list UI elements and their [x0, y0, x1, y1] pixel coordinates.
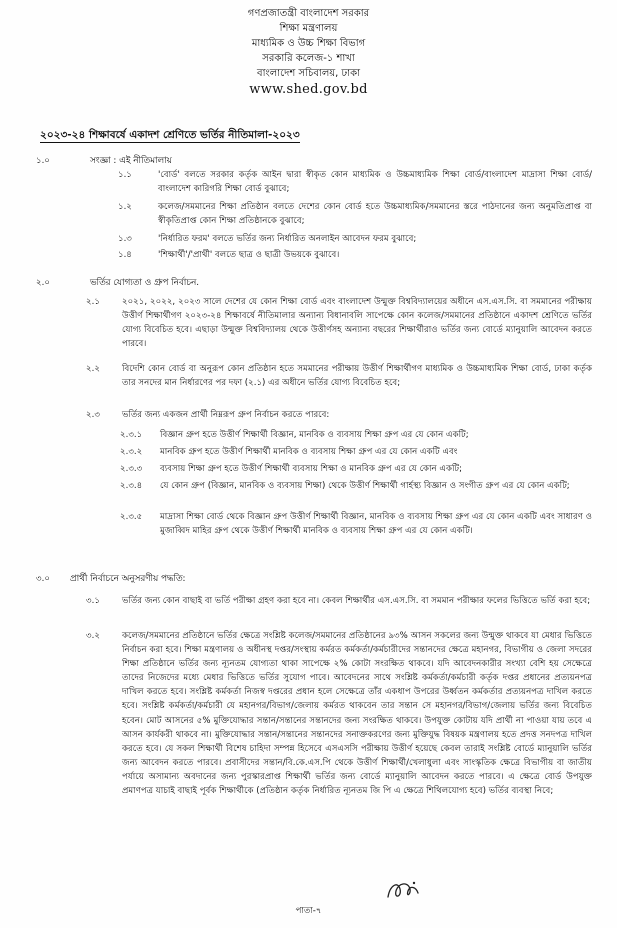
- item-1-3-number: ১.৩: [118, 234, 132, 244]
- item-2-1-number: ২.১: [86, 297, 100, 307]
- document-title: ২০২৩-২৪ শিক্ষাবর্ষে একাদশ শ্রেণিতে ভর্তির নীতিমালা-২০২৩: [40, 129, 300, 141]
- item-1-3-text: 'নির্ধারিত ফরম' বলতে ভর্তির জন্য নির্ধারিত অনলাইন আবেদন ফরম বুঝাবে;: [158, 234, 417, 244]
- item-3-2-text: কলেজ/সমমানের প্রতিষ্ঠানে ভর্তির ক্ষেত্রে সংশ্লিষ্ট কলেজ/সমমানের প্রতিষ্ঠানের ৯৩% আসন সকলের জন্য উন্মুক্ত থাকবে যা মেধার ভিত্তিতে নির্বাচন করা হবে। শিক্ষা মন্ত্রণালয় ও অধীনস্থ দপ্তর/সংস্থায় কর্মরত কর্মকর্তা/কর্মচারীদের সন্তানদের ক্ষেত্রে মহানগর, বিভাগীয় ও জেলা সদরের শিক্ষা প্রতিষ্ঠানে ভর্তির জন্য ন্যূনতম যোগ্যতা থাকা সাপেক্ষে ২% কোটা সংরক্ষিত থাকবে। যদি আবেদনকারীর সংখ্যা বেশি হয় সেক্ষেত্রে তাদের নিজেদের মধ্যে মেধার ভিত্তিতে ভর্তির সুযোগ পাবে। আবেদনের সাথে সংশ্লিষ্ট কর্মকর্তা/কর্মচারী কর্তৃক দপ্তর প্রধানের প্রত্যয়নপত্র দাখিল করতে হবে। সংশ্লিষ্ট কর্মকর্তা নিজস্ব দপ্তরের প্রধান হলে সেক্ষেত্রে তাঁর একধাপ উপরের উর্ধ্বতন কর্মকর্তার প্রত্যয়নপত্র দাখিল করতে হবে। সংশ্লিষ্ট কর্মকর্তা/কর্মচারী যে মহানগর/বিভাগ/জেলায় কর্মরত থাকবেন তার সন্তান সে মহানগর/বিভাগ/জেলায় ভর্তির জন্য বিবেচিত হবেন। মোট আসনের ৫% মুক্তিযোদ্ধার সন্তান/সন্তানের সন্তানদের জন্য সংরক্ষিত থাকবে। উপযুক্ত কোটায় যদি প্রার্থী না পাওয়া যায় তবে এ আসন কার্যকরী থাকবে না। মুক্তিযোদ্ধার সন্তান/সন্তানের সন্তানদের সনাক্তকরণের জন্য মুক্তিযুদ্ধ বিষয়ক মন্ত্রণালয় হতে প্রদত্ত সনদপত্র দাখিল করতে হবে। যে সকল শিক্ষার্থী বিশেষ চাহিদা সম্পন্ন হিসেবে এসএসসি পরীক্ষায় উত্তীর্ণ হয়েছে কেবল তারাই সংশ্লিষ্ট বোর্ডে ম্যানুয়ালি ভর্তির জন্য আবেদন করতে পারবে। প্রবাসীদের সন্তান/বি.কে.এস.পি থেকে উত্তীর্ণ শিক্ষার্থী/খেলাধুলা এবং সাংস্কৃতিক ক্ষেত্রে বিভাগীয় বা জাতীয় পর্যায়ে অসামান্য অবদানের জন্য পুরস্কারপ্রাপ্ত শিক্ষার্থী ভর্তির জন্য বোর্ডে ম্যানুয়ালি আবেদন করতে পারবে। এ ক্ষেত্রে বোর্ড উপযুক্ত প্রমাণপত্র যাচাই বাছাই পূর্বক শিক্ষার্থীকে (প্রতিষ্ঠান কর্তৃক নির্ধারিত ন্যূনতম জি পি এ ক্ষেত্রে শিথিলযোগ্য হবে) ভর্তির ব্যবস্থা নিবে;: [122, 631, 592, 797]
- letterhead: [0, 6, 617, 98]
- header-line-division: মাধ্যমিক ও উচ্চ শিক্ষা বিভাগ: [251, 38, 366, 49]
- item-1-1-text: 'বোর্ড' বলতে সরকার কর্তৃক আইন দ্বারা স্বীকৃত কোন মাধ্যমিক ও উচ্চমাধ্যমিক শিক্ষা বোর্ড/বাংলাদেশ মাদ্রাসা শিক্ষা বোর্ড/ বাংলাদেশ কারিগরি শিক্ষা বোর্ড বুঝাবে;: [158, 170, 592, 195]
- item-1-2-number: ১.২: [118, 202, 132, 212]
- section-2-title: ভর্তির যোগ্যতা ও গ্রুপ নির্বাচন.: [90, 278, 200, 288]
- header-line-government: গণপ্রজাতন্ত্রী বাংলাদেশ সরকার: [247, 8, 370, 19]
- item-2-1-text: ২০২১, ২০২২, ২০২৩ সালে দেশের যে কোন শিক্ষা বোর্ড এবং বাংলাদেশ উন্মুক্ত বিশ্ববিদ্যালয়ের অধীনে এস.এস.সি. বা সমমানের পরীক্ষায় উত্তীর্ণ শিক্ষার্থীগণ ২০২৩-২৪ শিক্ষাবর্ষে নীতিমালার অন্যান্য বিধানাবলি সাপেক্ষে কোন কলেজ/সমমানের প্রতিষ্ঠানে একাদশ শ্রেণিতে ভর্তির যোগ্য বিবেচিত হবে। এছাড়া উন্মুক্ত বিশ্ববিদ্যালয় থেকে উত্তীর্ণসহ অন্যান্য বছরের শিক্ষার্থীরাও ভর্তির জন্য বোর্ডে ম্যানুয়ালি আবেদন করতে পারবে।: [122, 297, 592, 350]
- item-1-1-number: ১.১: [118, 170, 132, 180]
- item-3-1-text: ভর্তির জন্য কোন বাছাই বা ভর্তি পরীক্ষা গ্রহণ করা হবে না। কেবল শিক্ষার্থীর এস.এস.সি. বা সমমান পরীক্ষার ফলের ভিত্তিতে ভর্তি করা হবে;: [122, 596, 591, 606]
- initials-signature: [384, 875, 422, 905]
- subitem-2-3-3-text: ব্যবসায় শিক্ষা গ্রুপ হতে উত্তীর্ণ শিক্ষার্থী ব্যবসায় শিক্ষা ও মানবিক গ্রুপ এর যে কোন একটি;: [160, 464, 463, 474]
- item-3-2-number: ৩.২: [86, 631, 100, 641]
- subitem-2-3-1-text: বিজ্ঞান গ্রুপ হতে উত্তীর্ণ শিক্ষার্থী বিজ্ঞান, মানবিক ও ব্যবসায় শিক্ষা গ্রুপ এর যে কোন একটি;: [160, 430, 469, 440]
- header-line-section: সরকারি কলেজ-১ শাখা: [262, 53, 355, 64]
- item-2-3-text: ভর্তির জন্য একজন প্রার্থী নিম্নরূপ গ্রুপ নির্বাচন করতে পারবে:: [122, 410, 330, 420]
- subitem-2-3-5-text: মাদ্রাসা শিক্ষা বোর্ড থেকে বিজ্ঞান গ্রুপ উত্তীর্ণ শিক্ষার্থী বিজ্ঞান, মানবিক ও ব্যবসায় শিক্ষা গ্রুপ এর যে কোন একটি এবং সাধারণ ও মুজাব্বিদ মাহির গ্রুপ থেকে উত্তীর্ণ শিক্ষার্থী মানবিক ও ব্যবসায় শিক্ষা গ্রুপ এর যে কোন একটি।: [160, 512, 592, 537]
- item-2-2-text: বিদেশি কোন বোর্ড বা অনুরূপ কোন প্রতিষ্ঠান হতে সমমানের পরীক্ষায় উত্তীর্ণ শিক্ষার্থীগণ মাধ্যমিক ও উচ্চমাধ্যমিক শিক্ষা বোর্ড, ঢাকা কর্তৃক তার সনদের মান নির্ধারণের পর দফা (২.১) এর অধীনে ভর্তির যোগ্য বিবেচিত হবে;: [122, 364, 592, 389]
- item-1-4-number: ১.৪: [118, 250, 132, 260]
- header-line-ministry: শিক্ষা মন্ত্রণালয়: [279, 23, 338, 34]
- page-number: পাতা-৭: [295, 906, 322, 916]
- section-2-number: ২.০: [36, 278, 50, 288]
- subitem-2-3-2-number: ২.৩.২: [120, 447, 143, 457]
- header-line-address: বাংলাদেশ সচিবালয়, ঢাকা: [257, 68, 360, 79]
- subitem-2-3-4-number: ২.৩.৪: [120, 481, 143, 491]
- subitem-2-3-1-number: ২.৩.১: [120, 430, 143, 440]
- section-1-number: ১.০: [36, 156, 50, 166]
- item-3-1-number: ৩.১: [86, 596, 100, 606]
- subitem-2-3-4-text: যে কোন গ্রুপ (বিজ্ঞান, মানবিক ও ব্যবসায় শিক্ষা) থেকে উত্তীর্ণ শিক্ষার্থী গার্হস্থ্য বিজ্ঞান ও সংগীত গ্রুপ এর যে কোন একটি;: [160, 481, 570, 491]
- subitem-2-3-2-text: মানবিক গ্রুপ হতে উত্তীর্ণ শিক্ষার্থী মানবিক ও ব্যবসায় শিক্ষা গ্রুপ এর যে কোন একটি এবং: [160, 447, 458, 457]
- header-website: www.shed.gov.bd: [249, 82, 368, 97]
- item-1-2-text: কলেজ/সমমানের শিক্ষা প্রতিষ্ঠান বলতে দেশের কোন বোর্ড হতে উচ্চমাধ্যমিক/সমমানের স্তরে পাঠদানের জন্য অনুমতিপ্রাপ্ত বা স্বীকৃতিপ্রাপ্ত কোন শিক্ষা প্রতিষ্ঠানকে বুঝাবে;: [158, 202, 592, 227]
- item-2-3-number: ২.৩: [86, 410, 100, 420]
- section-3-title: প্রার্থী নির্বাচনে অনুসরণীয় পদ্ধতি:: [70, 574, 186, 584]
- subitem-2-3-5-number: ২.৩.৫: [120, 512, 143, 522]
- subitem-2-3-3-number: ২.৩.৩: [120, 464, 143, 474]
- item-2-2-number: ২.২: [86, 364, 100, 374]
- section-3-number: ৩.০: [36, 574, 50, 584]
- section-1-title: সংজ্ঞা : এই নীতিমালায়: [90, 156, 172, 166]
- item-1-4-text: 'শিক্ষার্থী'/'প্রার্থী' বলতে ছাত্র ও ছাত্রী উভয়কে বুঝাবে।: [158, 250, 340, 260]
